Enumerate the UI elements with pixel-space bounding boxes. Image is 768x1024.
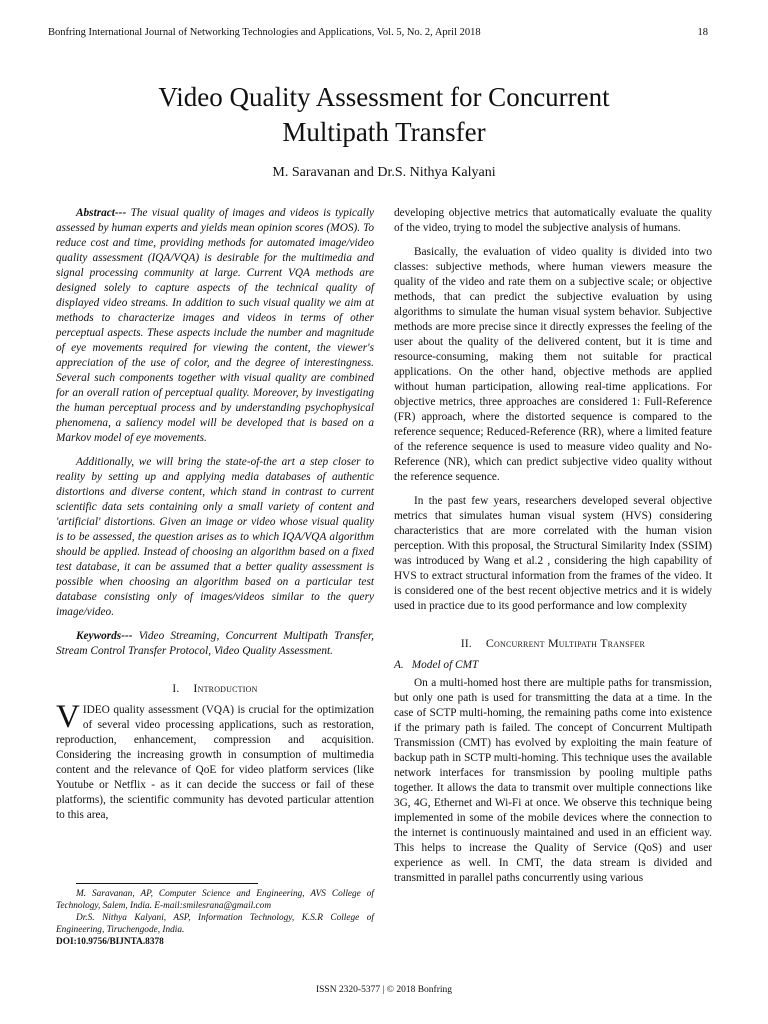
footnote-divider: [76, 883, 258, 884]
introduction-paragraph-1: [56, 699, 374, 823]
introduction-continued: developing objective metrics that automatically evaluate the quality of the video, trying to model the subjective analysis of humans.: [394, 207, 712, 234]
section-heading-cmt: [394, 636, 712, 652]
footnote-author-1: M. Saravanan, AP, Computer Science and Engineering, AVS College of Technology, Salem, India. E-mail:smilesrana@gmail.com: [56, 889, 374, 911]
drop-cap: V: [56, 699, 80, 735]
paper-title: [80, 80, 688, 150]
journal-citation: Bonfring International Journal of Networking Technologies and Applications, Vol. 5, No. 2, April 2018: [48, 27, 481, 38]
title-line-2: Multipath Transfer: [282, 117, 486, 147]
abstract-paragraph-2: Additionally, we will bring the state-of-the art a step closer to reality by setting up and applying media databases of authentic distortions and diverse content, which stand in contrast to current scientific data sets containing only a small variety of content and 'artificial' distortions. Given an image or video whose visual quality is to be assessed, the question arises as to which IQA/VQA algorithm should be applied. Instead of choosing an algorithm based on a fixed test database, it can be assumed that a better quality assessment is possible when choosing an algorithm based on a particular test database consisting only of images/videos similar to the query image/video.: [56, 456, 374, 618]
keywords-text: Video Streaming, Concurrent Multipath Transfer, Stream Control Transfer Protocol, Video Quality Assessment.: [56, 630, 375, 657]
cmt-paragraph-1: On a multi-homed host there are multiple paths for transmission, but only one path is used for transmitting the data at a time. In the case of SCTP multi-homing, the remaining paths come into existence if the primary path is failed. The concept of Concurrent Multipath Transmission (CMT) has evolved by exploiting the main feature of backup path in SCTP multi-homing. This technique uses the available network interfaces for transmission by pooling multiple paths together. It allows the data to transmit over multiple connections like 3G, 4G, Ethernet and Wi-Fi at once. We observe this technique being implemented in some of the mobile devices where the connection to the internet is continuously maintained and used in an efficient way. This helps to increase the Quality of Service (QoS) and user experience as well. In CMT, the data stream is divided and transmitted in parallel paths concurrently using various: [394, 677, 712, 884]
page-footer: ISSN 2320-5377 | © 2018 Bonfring: [315, 985, 453, 995]
subsection-number: A.: [394, 659, 404, 671]
section-title: Concurrent Multipath Transfer: [485, 636, 646, 650]
keywords-label: Keywords---: [76, 630, 133, 642]
section-number: I.: [172, 683, 180, 695]
subsection-title: Model of CMT: [411, 659, 479, 671]
abstract: [56, 206, 374, 620]
keywords: [56, 629, 374, 659]
section-number: II.: [460, 638, 472, 650]
abstract-text-1: The visual quality of images and videos is typically assessed by human experts and yields mean opinion scores (MOS). To reduce cost and time, providing methods for automated image/video quality assessment (IQA/VQA) is desirable for the multimedia and signal processing community at large. Current VQA methods are designed solely to capture aspects of the technical quality of displayed video streams. In addition to such visual quality we aim at methods to characterize images and videos in terms of other perceptual aspects. These aspects include the number and magnitude of eye movements required for viewing the content, the viewer's appreciation of the use of color, and the degree of interestingness. Several such components together with visual quality are combined for an overall ration of perceptual quality. Moreover, by investigating the human perceptual process and by understanding psychophysical phenomena, a saliency model will be developed that is based on a Markov model of eye movements.: [56, 207, 374, 444]
introduction-text-1: IDEO quality assessment (VQA) is crucial for the optimization of several video processing applications, such as restoration, reproduction, enhancement, compression and acquisition. Considering the increasing growth in consumption of multimedia content and the relevance of QoE for video platform services (like Youtube or Netflix - as it can decide the success or fail of these platforms), the scientific community has devoted particular attention to this area,: [56, 704, 374, 821]
abstract-label: Abstract---: [76, 207, 127, 219]
doi: DOI:10.9756/BIJNTA.8378: [56, 937, 164, 947]
introduction-paragraph-3: In the past few years, researchers developed several objective metrics that simulates human visual system (HVS) considering characteristics that are more correlated with the human vision perception. With this proposal, the Structural Similarity Index (SSIM) was introduced by Wang et al.2 , considering the high capability of HVS to extract structural information from the frames of the video. It is considered one of the best recent objective metrics and it is widely used in practice due to its good performance and low complexity: [394, 495, 712, 612]
author-list: M. Saravanan and Dr.S. Nithya Kalyani: [272, 165, 496, 180]
section-heading-introduction: [56, 681, 374, 697]
left-column: [56, 206, 374, 832]
page-number: 18: [697, 27, 708, 38]
abstract-paragraph-1: [56, 206, 374, 446]
subsection-heading-model-of-cmt: [394, 658, 712, 673]
introduction-paragraph-2: Basically, the evaluation of video quality is divided into two classes: subjective methods, where human viewers measure the quality of the video and rate them on a subjective scale; or objective methods, that can predict the subjective evaluation by using algorithms to simulate the human visual system behavior. Subjective methods are more precise since it directly expresses the feeling of the user about the quality of the delivered content, but it is time and resource-consuming, making them not suitable for practical applications. On the other hand, objective methods are applied without human participation, allowing real-time applications. For objective metrics, three approaches are considered 1: Full-Reference (FR) approach, where the distorted sequence is compared to the reference sequence; Reduced-Reference (RR), where a limited feature of the reference sequence is used to measure video quality and No-Reference (NR), which can predict subjective video quality without the reference sequence.: [394, 246, 712, 483]
right-column: [394, 206, 712, 895]
footnote-author-2: Dr.S. Nithya Kalyani, ASP, Information Technology, K.S.R College of Engineering, Tiruchengode, India.: [56, 913, 374, 935]
title-line-1: Video Quality Assessment for Concurrent: [158, 82, 610, 112]
section-title: Introduction: [193, 681, 258, 695]
footnotes: [56, 888, 374, 948]
